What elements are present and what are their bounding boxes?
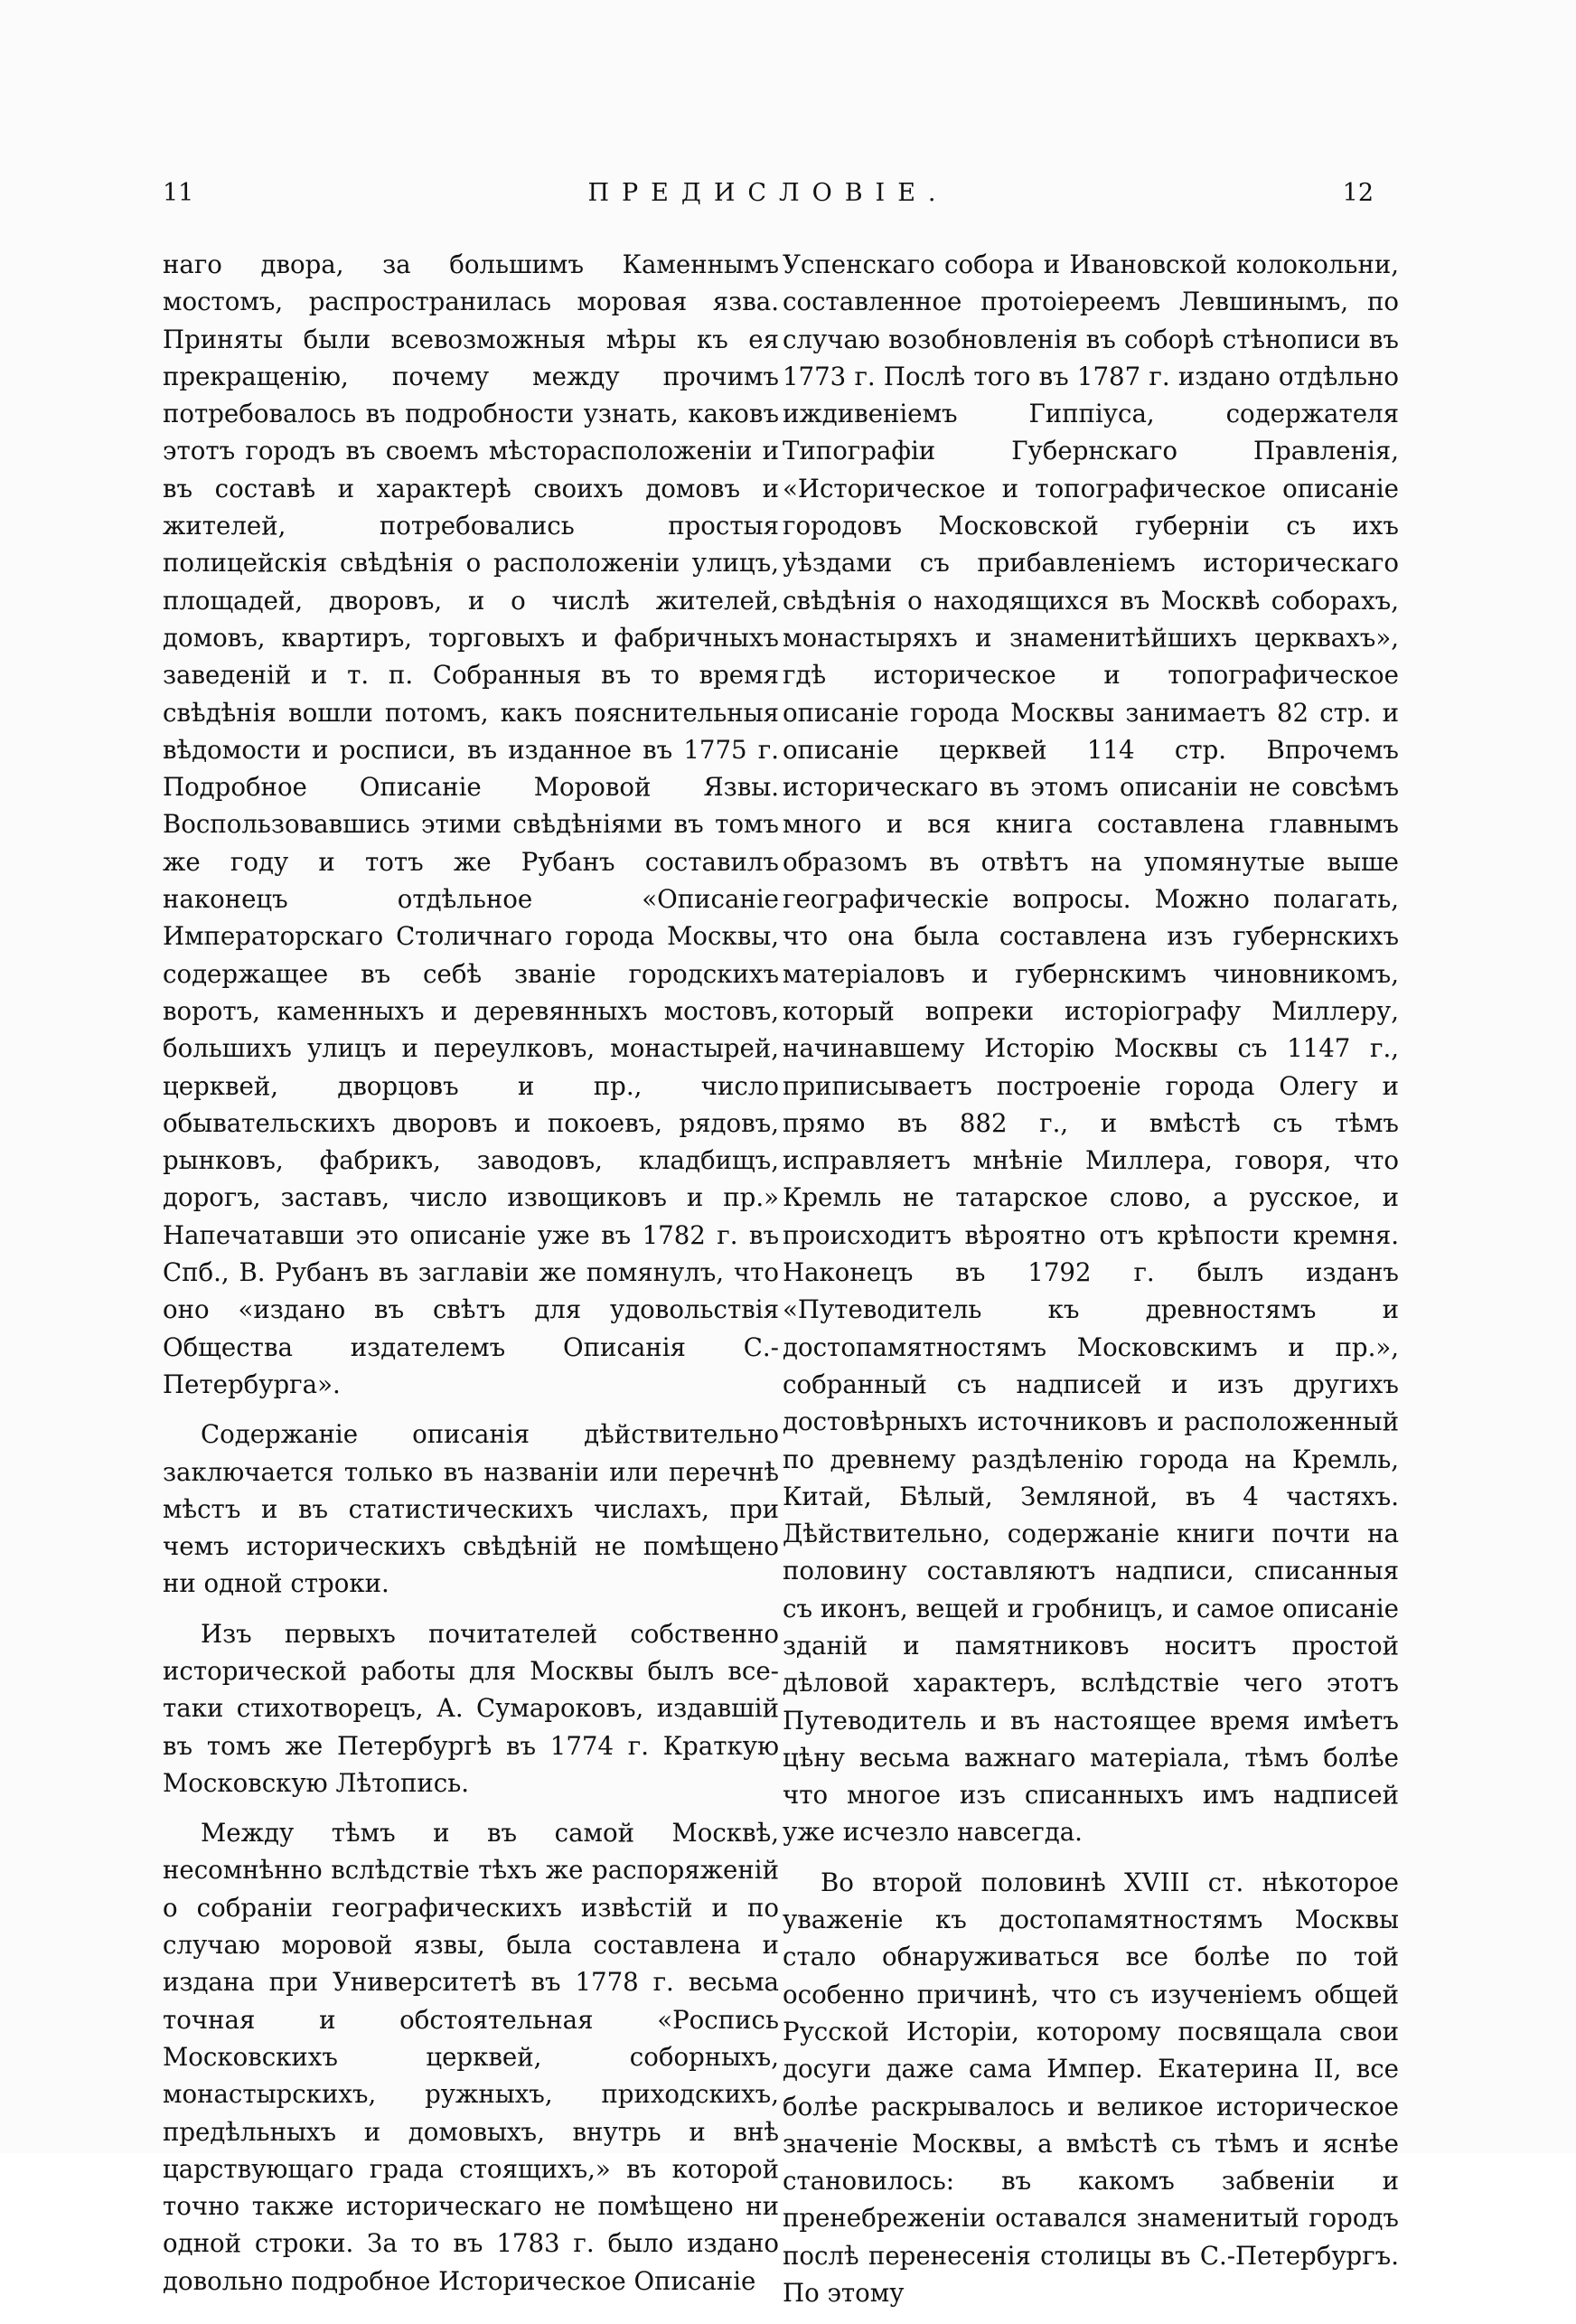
left-column (163, 246, 779, 2312)
paragraph: Содержаніе описанія дѣйствительно заключается только въ названіи или перечнѣ мѣстъ и въ статистическихъ числахъ, при чемъ историческихъ свѣдѣній не помѣщено ни одной строки. (163, 1419, 779, 1599)
right-column (783, 246, 1399, 2324)
paragraph: наго двора, за большимъ Каменнымъ мостомъ, распространилась моровая язва. Приняты были всевозможныя мѣры къ ея прекращенію, почему между прочимъ потребовалось въ подробности узнать, каковъ этотъ городъ въ своемъ мѣсторасположеніи и въ составѣ и характерѣ своихъ домовъ и жителей, потребовались простыя полицейскія свѣдѣнія о расположеніи улицъ, площадей, дворовъ, и о числѣ жителей, домовъ, квартиръ, торговыхъ и фабричныхъ заведеній и т. п. Собранныя въ то время свѣдѣнія вошли потомъ, какъ пояснительныя вѣдомости и росписи, въ изданное въ 1775 г. Подробное Описаніе Моровой Язвы. Воспользовавшись этими свѣдѣніями въ томъ же году и тотъ же Рубанъ составилъ наконецъ отдѣльное «Описаніе Императорскаго Столичнаго города Москвы, содержащее въ себѣ званіе городскихъ воротъ, каменныхъ и деревянныхъ мостовъ, большихъ улицъ и переулковъ, монастырей, церквей, дворцовъ и пр., число обывательскихъ дворовъ и покоевъ, рядовъ, рынковъ, фабрикъ, заводовъ, кладбищъ, дорогъ, заставъ, число извощиковъ и пр.» Напечатавши это описаніе уже въ 1782 г. въ Спб., В. Рубанъ въ заглавіи же помянулъ, что оно «издано въ свѣтъ для удовольствія Общества издателемъ Описанія С.-Петербурга». (163, 249, 779, 1399)
page-number-right: 12 (1342, 179, 1374, 207)
paragraph: Изъ первыхъ почитателей собственно исторической работы для Москвы былъ все-таки стихотворецъ, А. Сумароковъ, издавшій въ томъ же Петербургѣ въ 1774 г. Краткую Московскую Лѣтопись. (163, 1618, 779, 1798)
page-header (163, 179, 1374, 221)
paragraph: Во второй половинѣ XVIII ст. нѣкоторое уваженіе къ достопамятностямъ Москвы стало обнаруживаться все болѣе по той особенно причинѣ, что съ изученіемъ общей Русской Исторіи, которому посвящала свои досуги даже сама Импер. Екатерина II, все болѣе раскрывалось и великое историческое значеніе Москвы, а вмѣстѣ съ тѣмъ и яснѣе становилось: въ какомъ забвеніи и пренебреженіи оставался знаменитый городъ послѣ перенесенія столицы въ С.-Петербургъ. По этому (783, 1867, 1399, 2309)
running-title: ПРЕДИСЛОВІЕ. (587, 179, 949, 207)
page-number-left: 11 (163, 179, 194, 207)
paragraph: Успенскаго собора и Ивановской колокольни, составленное протоіереемъ Левшинымъ, по случаю возобновленія въ соборѣ стѣнописи въ 1773 г. Послѣ того въ 1787 г. издано отдѣльно иждивеніемъ Гиппіуса, содержателя Типографіи Губернскаго Правленія, «Историческое и топографическое описаніе городовъ Московской губерніи съ ихъ уѣздами съ прибавленіемъ историческаго свѣдѣнія о находящихся въ Москвѣ соборахъ, монастыряхъ и знаменитѣйшихъ церквахъ», гдѣ историческое и топографическое описаніе города Москвы занимаетъ 82 стр. и описаніе церквей 114 стр. Впрочемъ историческаго въ этомъ описаніи не совсѣмъ много и вся книга составлена главнымъ образомъ въ отвѣтъ на упомянутые выше географическіе вопросы. Можно полагать, что она была составлена изъ губернскихъ матеріаловъ и губернскимъ чиновникомъ, который вопреки исторіографу Миллеру, начинавшему Исторію Москвы съ 1147 г., приписываетъ построеніе города Олегу и прямо въ 882 г., и вмѣстѣ съ тѣмъ исправляетъ мнѣніе Миллера, говоря, что Кремль не татарское слово, а русское, и происходитъ вѣроятно отъ крѣпости кремня. Наконецъ въ 1792 г. былъ изданъ «Путеводитель къ древностямъ и достопамятностямъ Московскимъ и пр.», собранный съ надписей и изъ другихъ достовѣрныхъ источниковъ и расположенный по древнему раздѣленію города на Кремль, Китай, Бѣлый, Земляной, въ 4 частяхъ. Дѣйствительно, содержаніе книги почти на половину составляютъ надписи, списанныя съ иконъ, вещей и гробницъ, и самое описаніе зданій и памятниковъ носитъ простой дѣловой характеръ, вслѣдствіе чего этотъ Путеводитель и въ настоящее время имѣетъ цѣну весьма важнаго матеріала, тѣмъ болѣе что многое изъ списанныхъ имъ надписей уже исчезло навсегда. (783, 249, 1399, 1848)
paragraph: Между тѣмъ и въ самой Москвѣ, несомнѣнно вслѣдствіе тѣхъ же распоряженій о собраніи географическихъ извѣстій и по случаю моровой язвы, была составлена и издана при Университетѣ въ 1778 г. весьма точная и обстоятельная «Роспись Московскихъ церквей, соборныхъ, монастырскихъ, ружныхъ, приходскихъ, предѣльныхъ и домовыхъ, внутрь и внѣ царствующаго града стоящихъ,» въ которой точно также историческаго не помѣщено ни одной строки. За то въ 1783 г. было издано довольно подробное Историческое Описаніе (163, 1818, 779, 2296)
